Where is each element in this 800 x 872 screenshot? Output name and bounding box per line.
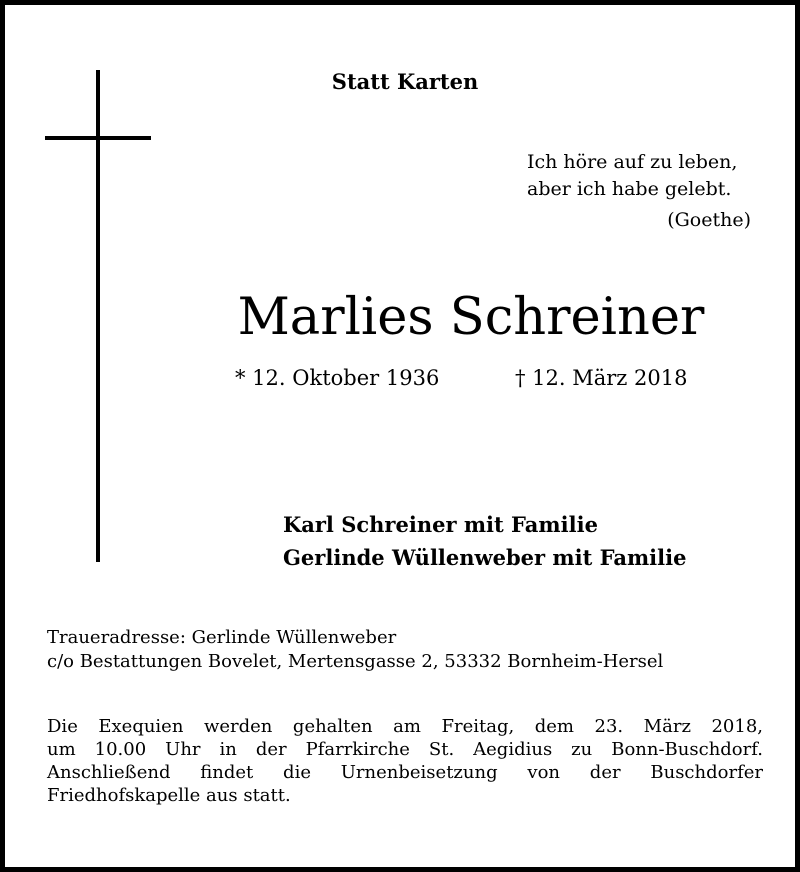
deceased-name: Marlies Schreiner (237, 288, 705, 347)
service-info (47, 715, 763, 807)
mourner-line: Gerlinde Wüllenweber mit Familie (283, 545, 687, 570)
birth-date: * 12. Oktober 1936 (235, 366, 440, 390)
quote-line: Ich höre auf zu leben, (527, 151, 738, 173)
service-line: Anschließend findet die Urnenbeisetzung von der Buschdorfer (47, 762, 763, 783)
quote (527, 149, 737, 203)
mourner-line: Karl Schreiner mit Familie (283, 512, 598, 537)
address-line: Traueradresse: Gerlinde Wüllenweber (47, 627, 397, 648)
death-date: † 12. März 2018 (515, 366, 688, 390)
mourning-address (47, 626, 663, 674)
address-line: c/o Bestattungen Bovelet, Mertensgasse 2, 53332 Bornheim-Hersel (47, 651, 664, 672)
header-statt-karten: Statt Karten (331, 69, 479, 94)
mourners (283, 508, 686, 574)
service-line: um 10.00 Uhr in der Pfarrkirche St. Aegidius zu Bonn-Buschdorf. (47, 739, 763, 760)
service-line: Friedhofskapelle aus statt. (47, 785, 291, 806)
quote-author: (Goethe) (667, 209, 751, 231)
quote-line: aber ich habe gelebt. (527, 178, 732, 200)
service-line: Die Exequien werden gehalten am Freitag, dem 23. März 2018, (47, 716, 763, 737)
